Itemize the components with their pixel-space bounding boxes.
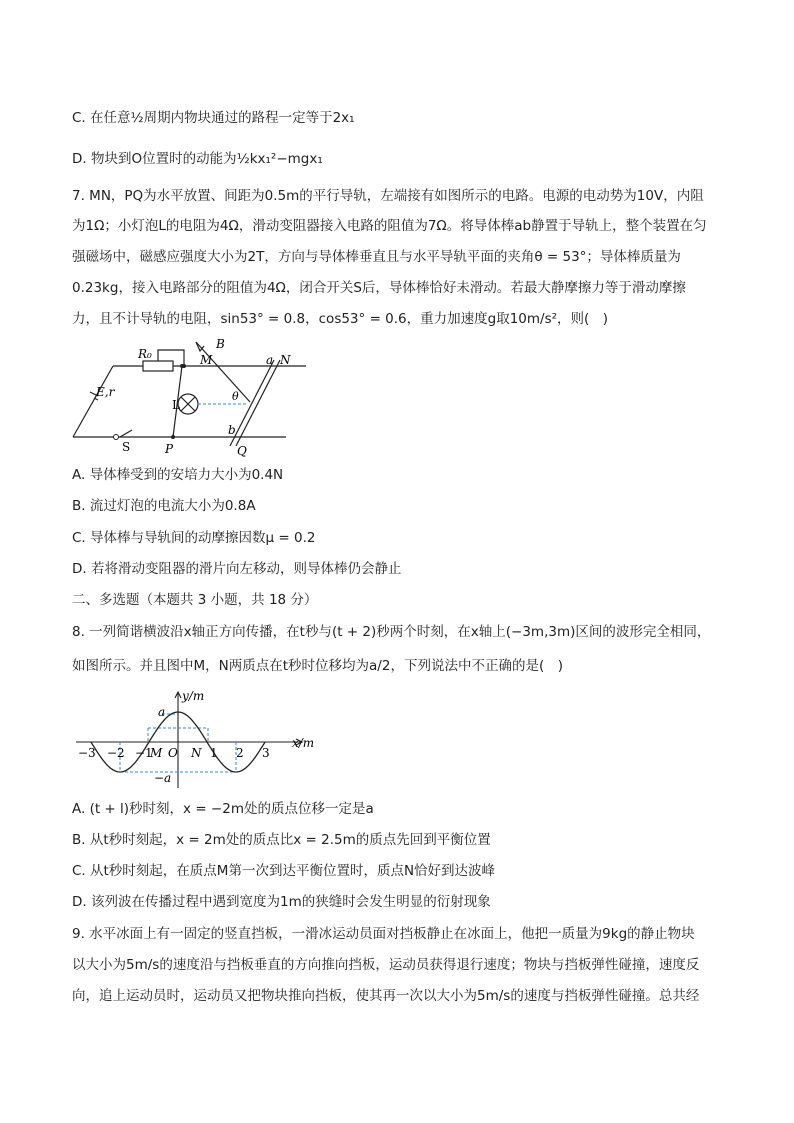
q8-option-d[interactable]: D. 该列波在传播过程中遇到宽度为1m的狭缝时会发生明显的衍射现象 <box>72 894 491 910</box>
question-9-text-1: 9. 水平冰面上有一固定的竖直挡板，一滑冰运动员面对挡板静止在冰面上，他把一质量为9kg的静止物块 <box>72 926 695 942</box>
y-axis-label: y/m <box>182 689 205 703</box>
label-lamp: L <box>172 398 180 412</box>
x-axis-label: x/m <box>292 736 315 750</box>
tick-neg3: −3 <box>78 746 96 760</box>
wave-graph <box>70 686 330 792</box>
label-b-field: B <box>216 337 225 351</box>
label-r0: R₀ <box>138 347 152 361</box>
label-a: a <box>266 353 274 367</box>
label-emf: E,r <box>96 385 115 399</box>
question-8-text-2: 如图所示。并且图中M，N两质点在t秒时位移均为a/2，下列说法中不正确的是( ) <box>72 658 563 674</box>
q8-option-a[interactable]: A. (t + l)秒时刻，x = −2m处的质点位移一定是a <box>72 801 374 817</box>
question-9-text-3: 向，追上运动员时，运动员又把物块推向挡板，使其再一次以大小为5m/s的速度与挡板弹性碰撞。总共经 <box>72 988 700 1004</box>
option-c-prev: C. 在任意½周期内物块通过的路程一定等于2x₁ <box>72 110 355 126</box>
tick-2: 2 <box>236 746 244 760</box>
question-8-text-1: 8. 一列简谐横波沿x轴正方向传播，在t秒与(t + 2)秒两个时刻，在x轴上(−3m,3m)区间的波形完全相同， <box>72 624 711 640</box>
tick-neg2: −2 <box>107 746 125 760</box>
tick-neg1: −1 <box>135 746 153 760</box>
q7-option-c[interactable]: C. 导体棒与导轨间的动摩擦因数μ = 0.2 <box>72 530 316 546</box>
question-7-text-1: 7. MN，PQ为水平放置、间距为0.5m的平行导轨，左端接有如图所示的电路。电源的电动势为10V，内阻 <box>72 188 704 204</box>
neg-amplitude-label: −a <box>154 771 172 785</box>
question-7-text-2: 为1Ω；小灯泡L的电阻为4Ω，滑动变阻器接入电路的阻值为7Ω。将导体棒ab静置于导轨上，整个装置在匀 <box>72 218 707 234</box>
label-p: P <box>165 442 174 456</box>
question-9-text-2: 以大小为5m/s的速度沿与挡板垂直的方向推向挡板，运动员获得退行速度；物块与挡板弹性碰撞，速度反 <box>72 957 700 973</box>
label-switch: S <box>122 440 131 454</box>
tick-1: 1 <box>210 746 218 760</box>
label-b-end: b <box>228 423 236 437</box>
question-7-text-5: 力，且不计导轨的电阻，sin53° = 0.8，cos53° = 0.6，重力加速度g取10m/s²，则( ) <box>72 311 609 327</box>
label-n: N <box>280 353 291 367</box>
q7-option-a[interactable]: A. 导体棒受到的安培力大小为0.4N <box>72 467 284 483</box>
q7-option-d[interactable]: D. 若将滑动变阻器的滑片向左移动，则导体棒仍会静止 <box>72 561 402 577</box>
tick-origin: O <box>168 746 178 760</box>
tick-m: M <box>150 746 163 760</box>
tick-3: 3 <box>262 746 270 760</box>
q8-option-b[interactable]: B. 从t秒时刻起，x = 2m处的质点比x = 2.5m的质点先回到平衡位置 <box>72 832 491 848</box>
label-m: M <box>200 353 213 367</box>
circuit-diagram <box>68 334 318 458</box>
tick-n: N <box>191 746 202 760</box>
q8-option-c[interactable]: C. 从t秒时刻起，在质点M第一次到达平衡位置时，质点N恰好到达波峰 <box>72 863 496 879</box>
question-7-text-3: 强磁场中，磁感应强度大小为2T，方向与导体棒垂直且与水平导轨平面的夹角θ = 53°；导体棒质量为 <box>72 249 681 265</box>
label-q: Q <box>237 444 247 458</box>
question-7-text-4: 0.23kg，接入电路部分的阻值为4Ω，闭合开关S后，导体棒恰好未滑动。若最大静摩擦力等于滑动摩擦 <box>72 280 686 296</box>
q7-option-b[interactable]: B. 流过灯泡的电流大小为0.8A <box>72 498 256 514</box>
label-theta: θ <box>232 390 239 403</box>
amplitude-label: a <box>158 705 166 719</box>
option-d-prev: D. 物块到O位置时的动能为½kx₁²−mgx₁ <box>72 151 323 167</box>
section-multiple-choice: 二、多选题（本题共 3 小题，共 18 分） <box>72 592 318 608</box>
